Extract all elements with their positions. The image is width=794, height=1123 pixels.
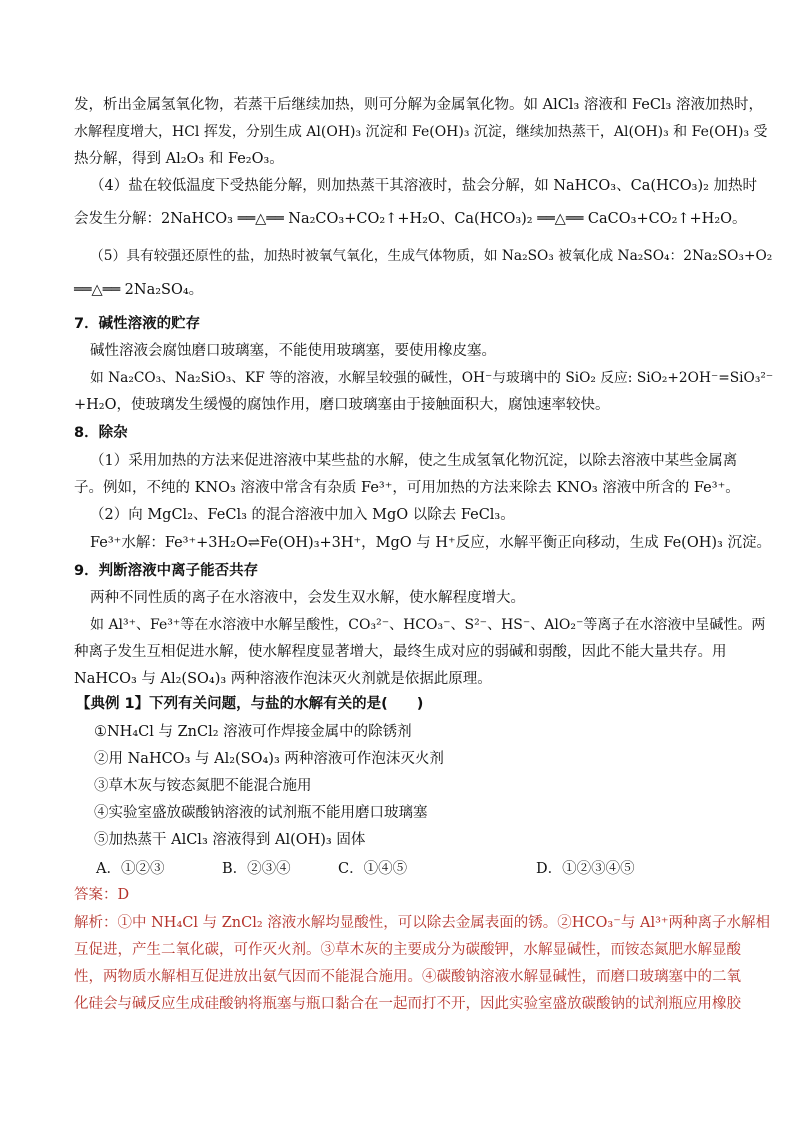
text-line: 如 Al³⁺、Fe³⁺等在水溶液中水解呈酸性，CO₃²⁻、HCO₃⁻、S²⁻、HS⁻、AlO₂⁻等离子在水溶液中呈碱性。两 — [90, 617, 766, 633]
question-item: ③草木灰与铵态氮肥不能混合施用 — [94, 778, 312, 794]
text-line: （4）盐在较低温度下受热能分解，则加热蒸干其溶液时，盐会分解，如 NaHCO₃、Ca(HCO₃)₂ 加热时 — [90, 178, 758, 194]
analysis-line: 解析：①中 NH₄Cl 与 ZnCl₂ 溶液水解均显酸性，可以除去金属表面的锈。②HCO₃⁻与 Al³⁺两种离子水解相 — [74, 915, 771, 931]
option-a: A．①②③ — [96, 861, 165, 877]
text-line: 如 Na₂CO₃、Na₂SiO₃、KF 等的溶液，水解呈较强的碱性，OH⁻与玻璃中的 SiO₂ 反应: SiO₂+2OH⁻=SiO₃²⁻ — [90, 370, 774, 386]
text-line: （2）向 MgCl₂、FeCl₃ 的混合溶液中加入 MgO 以除去 FeCl₃。 — [90, 507, 515, 523]
text-line: +H₂O，使玻璃发生缓慢的腐蚀作用，磨口玻璃塞由于接触面积大，腐蚀速率较快。 — [74, 397, 610, 413]
question-item: ①NH₄Cl 与 ZnCl₂ 溶液可作焊接金属中的除锈剂 — [94, 724, 412, 740]
analysis-line: 化硅会与碱反应生成硅酸钠将瓶塞与瓶口黏合在一起而打不开，因此实验室盛放碳酸钠的试剂瓶应用橡胶 — [74, 996, 741, 1012]
text-line: 热分解，得到 Al₂O₃ 和 Fe₂O₃。 — [74, 151, 284, 167]
section-heading: 9．判断溶液中离子能否共存 — [74, 563, 259, 579]
text-line: Fe³⁺水解：Fe³⁺+3H₂O⇌Fe(OH)₃+3H⁺，MgO 与 H⁺反应，水解平衡正向移动，生成 Fe(OH)₃ 沉淀。 — [90, 535, 771, 551]
option-b: B．②③④ — [222, 861, 291, 877]
text-line: （5）具有较强还原性的盐，加热时被氧气氧化，生成气体物质，如 Na₂SO₃ 被氧化成 Na₂SO₄：2Na₂SO₃+O₂ — [90, 248, 773, 264]
text-line: NaHCO₃ 与 Al₂(SO₄)₃ 两种溶液作泡沫灭火剂就是依据此原理。 — [74, 671, 492, 687]
question-item: ②用 NaHCO₃ 与 Al₂(SO₄)₃ 两种溶液可作泡沫灭火剂 — [94, 751, 444, 767]
section-heading: 7．碱性溶液的贮存 — [74, 316, 201, 332]
text-line: 水解程度增大，HCl 挥发，分别生成 Al(OH)₃ 沉淀和 Fe(OH)₃ 沉淀，继续加热蒸干，Al(OH)₃ 和 Fe(OH)₃ 受 — [74, 124, 768, 140]
text-line: 两种不同性质的离子在水溶液中，会发生双水解，使水解程度增大。 — [90, 590, 525, 606]
text-line: 碱性溶液会腐蚀磨口玻璃塞，不能使用玻璃塞，要使用橡皮塞。 — [90, 343, 496, 359]
question-item: ④实验室盛放碳酸钠溶液的试剂瓶不能用磨口玻璃塞 — [94, 805, 428, 821]
question-item: ⑤加热蒸干 AlCl₃ 溶液得到 Al(OH)₃ 固体 — [94, 832, 366, 848]
option-c: C．①④⑤ — [338, 861, 408, 877]
option-d: D．①②③④⑤ — [536, 861, 635, 877]
text-line: 种离子发生互相促进水解，使水解程度显著增大，最终生成对应的弱碱和弱酸，因此不能大量共存。用 — [74, 644, 727, 660]
analysis-line: 性，两物质水解相互促进放出氨气因而不能混合施用。④碳酸钠溶液水解显碱性，而磨口玻璃塞中的二氧 — [74, 969, 741, 985]
text-line: ══△══ 2Na₂SO₄。 — [74, 282, 204, 298]
text-line: 会发生分解：2NaHCO₃ ══△══ Na₂CO₃+CO₂↑+H₂O、Ca(HCO₃)₂ ══△══ CaCO₃+CO₂↑+H₂O。 — [74, 211, 747, 227]
text-line: 子。例如，不纯的 KNO₃ 溶液中常含有杂质 Fe³⁺，可用加热的方法来除去 KNO₃ 溶液中所含的 Fe³⁺。 — [74, 480, 740, 496]
analysis-line: 互促进，产生二氧化碳，可作灭火剂。③草木灰的主要成分为碳酸钾，水解显碱性，而铵态氮肥水解显酸 — [74, 942, 741, 958]
answer-line: 答案：D — [74, 887, 130, 903]
example-question: 【典例 1】下列有关问题，与盐的水解有关的是( ) — [76, 696, 424, 712]
text-line: 发，析出金属氢氧化物，若蒸干后继续加热，则可分解为金属氧化物。如 AlCl₃ 溶液和 FeCl₃ 溶液加热时， — [74, 97, 763, 113]
section-heading: 8．除杂 — [74, 425, 128, 441]
text-line: （1）采用加热的方法来促进溶液中某些盐的水解，使之生成氢氧化物沉淀，以除去溶液中某些金属离 — [90, 453, 738, 469]
